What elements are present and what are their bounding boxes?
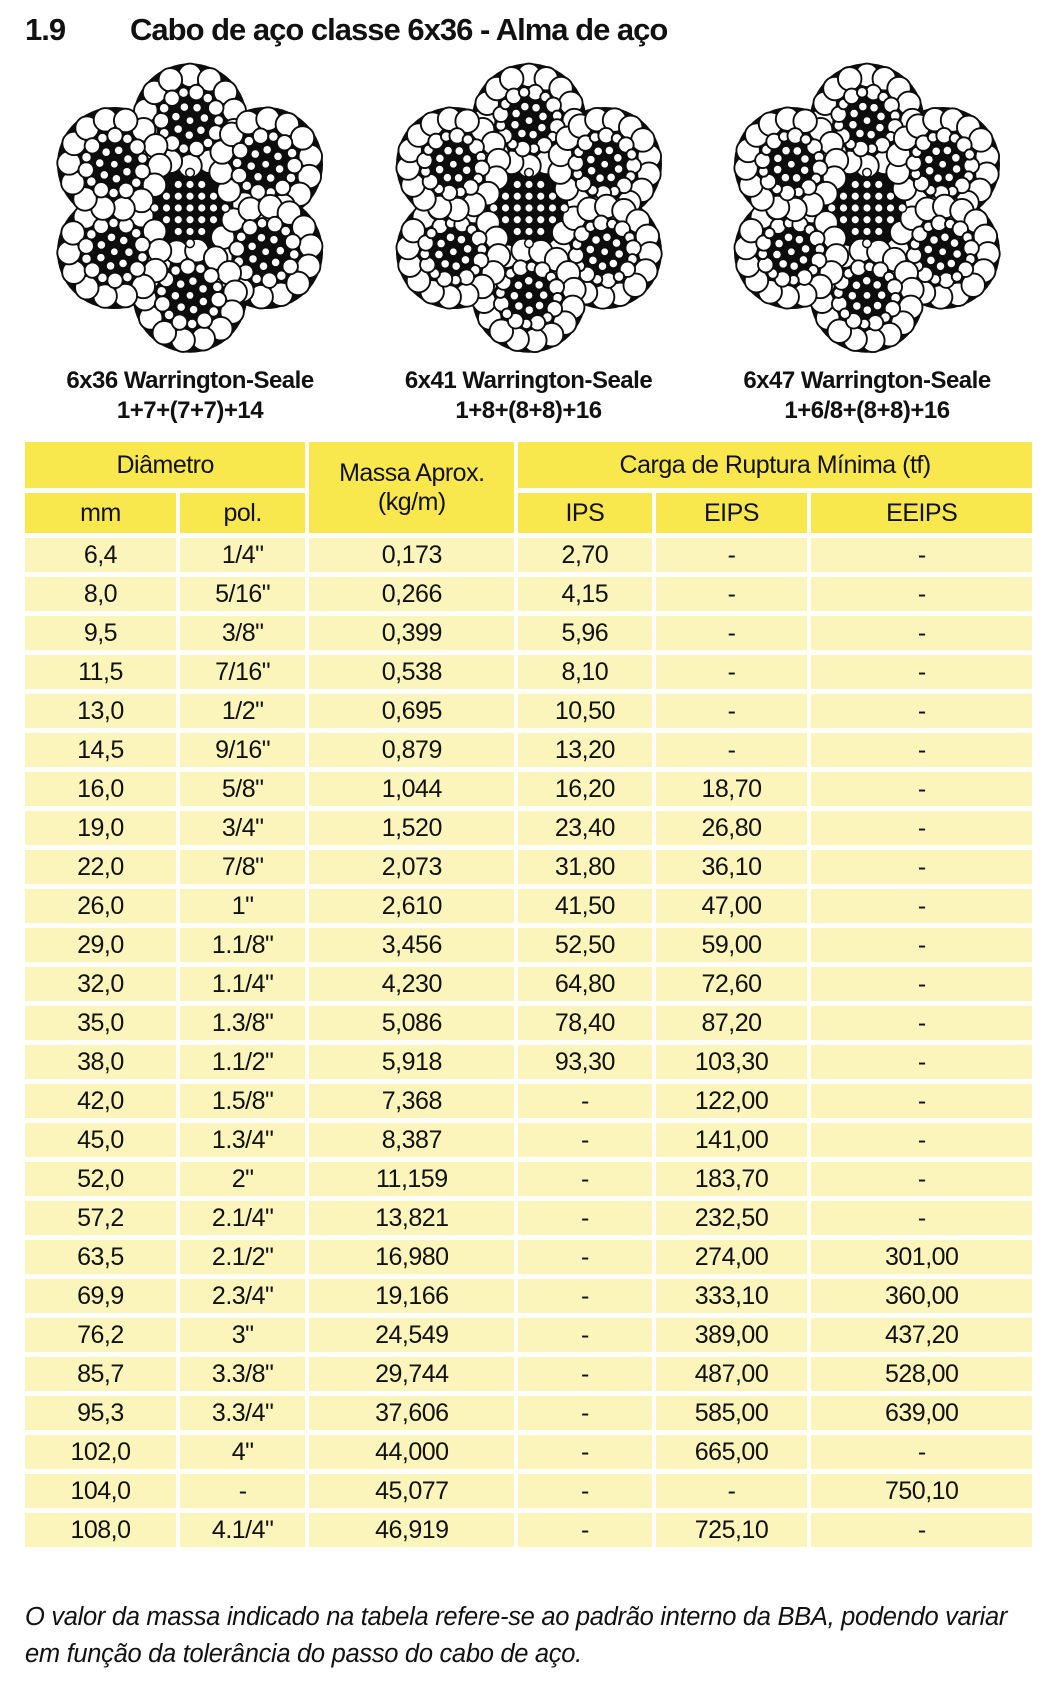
table-cell: - [656,733,808,767]
table-cell: - [811,1084,1032,1118]
table-cell: 13,821 [309,1201,514,1235]
table-cell: - [518,1357,651,1391]
table-cell: 0,695 [309,694,514,728]
table-cell: - [180,1474,305,1508]
table-cell: 0,399 [309,616,514,650]
table-cell: 46,919 [309,1513,514,1547]
table-cell: 35,0 [25,1006,176,1040]
table-cell: 44,000 [309,1435,514,1469]
table-cell: 183,70 [656,1162,808,1196]
table-cell: 19,166 [309,1279,514,1313]
table-cell: 95,3 [25,1396,176,1430]
figure-caption [66,366,313,426]
table-cell: - [518,1240,651,1274]
table-cell: 1.3/8" [180,1006,305,1040]
table-cell: 301,00 [811,1240,1032,1274]
table-cell: 1/4" [180,538,305,572]
table-cell: 232,50 [656,1201,808,1235]
specs-table [25,442,1032,1547]
massa-label-line1: Massa Aprox. [339,458,485,487]
table-cell: 16,0 [25,772,176,806]
table-cell: 59,00 [656,928,808,962]
table-cell: 57,2 [25,1201,176,1235]
table-cell: 5,918 [309,1045,514,1079]
table-cell: 16,980 [309,1240,514,1274]
table-cell: 37,606 [309,1396,514,1430]
table-cell: 2" [180,1162,305,1196]
table-cell: 9/16" [180,733,305,767]
footer-note: O valor da massa indicado na tabela refere-se ao padrão interno da BBA, podendo variar em função da tolerância do passo do cabo de aço. [25,1603,1008,1668]
table-cell: - [518,1435,651,1469]
col-header-eips: EIPS [656,493,808,533]
table-cell: 87,20 [656,1006,808,1040]
wire-rope-cross-section-icon [388,62,670,354]
table-cell: 104,0 [25,1474,176,1508]
table-cell: 23,40 [518,811,651,845]
page-title: Cabo de aço classe 6x36 - Alma de aço [130,12,668,47]
table-cell: 69,9 [25,1279,176,1313]
table-cell: 5,96 [518,616,651,650]
table-cell: 0,266 [309,577,514,611]
wire-rope-cross-section-icon [726,62,1008,354]
table-cell: - [518,1123,651,1157]
table-cell: 4.1/4" [180,1513,305,1547]
table-cell: 76,2 [25,1318,176,1352]
figure-6x41 [369,62,689,426]
table-cell: 5,086 [309,1006,514,1040]
table-cell: 52,0 [25,1162,176,1196]
table-cell: 78,40 [518,1006,651,1040]
table-cell: 31,80 [518,850,651,884]
table-cell: 389,00 [656,1318,808,1352]
table-cell: - [656,577,808,611]
table-cell: 3/4" [180,811,305,845]
table-cell: 26,80 [656,811,808,845]
table-cell: 72,60 [656,967,808,1001]
rope-name: 6x41 Warrington-Seale [404,367,653,394]
table-cell: 1" [180,889,305,923]
table-cell: 9,5 [25,616,176,650]
rope-figures [25,62,1032,426]
table-cell: 4,230 [309,967,514,1001]
table-cell: - [811,850,1032,884]
table-cell: 103,30 [656,1045,808,1079]
rope-name: 6x36 Warrington-Seale [66,367,314,394]
table-cell: 5/8" [180,772,305,806]
table-cell: - [518,1201,651,1235]
table-cell: 141,00 [656,1123,808,1157]
wire-rope-cross-section-icon [49,62,331,354]
table-cell: 11,159 [309,1162,514,1196]
table-cell: 45,0 [25,1123,176,1157]
table-cell: 1/2" [180,694,305,728]
figure-6x47 [707,62,1027,426]
table-cell: - [656,655,808,689]
table-cell: 725,10 [656,1513,808,1547]
table-cell: - [811,1435,1032,1469]
col-header-diametro: Diâmetro [25,442,305,488]
table-cell: 122,00 [656,1084,808,1118]
table-cell: - [656,1474,808,1508]
col-header-massa [309,442,514,533]
rope-formula: 1+7+(7+7)+14 [116,397,264,424]
table-cell: - [811,1513,1032,1547]
table-cell: - [811,811,1032,845]
table-cell: 16,20 [518,772,651,806]
figure-caption [743,366,990,426]
table-cell: 8,0 [25,577,176,611]
table-cell: 14,5 [25,733,176,767]
table-cell: 1.1/8" [180,928,305,962]
table-cell: 108,0 [25,1513,176,1547]
table-cell: 45,077 [309,1474,514,1508]
rope-formula: 1+8+(8+8)+16 [455,397,602,424]
table-cell: - [656,616,808,650]
table-cell: - [811,889,1032,923]
table-cell: - [656,538,808,572]
table-cell: - [811,1201,1032,1235]
table-cell: 0,879 [309,733,514,767]
table-cell: 437,20 [811,1318,1032,1352]
table-cell: 38,0 [25,1045,176,1079]
table-cell: 41,50 [518,889,651,923]
table-cell: - [811,772,1032,806]
table-cell: 487,00 [656,1357,808,1391]
table-cell: 11,5 [25,655,176,689]
table-cell: - [811,694,1032,728]
rope-name: 6x47 Warrington-Seale [743,367,991,394]
col-header-mm: mm [25,493,176,533]
table-cell: 639,00 [811,1396,1032,1430]
col-header-eeips: EEIPS [811,493,1032,533]
table-cell: - [811,1045,1032,1079]
table-cell: 2,073 [309,850,514,884]
table-cell: 47,00 [656,889,808,923]
table-cell: 2.3/4" [180,1279,305,1313]
table-cell: 3.3/8" [180,1357,305,1391]
table-cell: - [518,1318,651,1352]
table-cell: 6,4 [25,538,176,572]
table-cell: 1.1/4" [180,967,305,1001]
table-cell: 5/16" [180,577,305,611]
table-cell: 4,15 [518,577,651,611]
table-cell: 3.3/4" [180,1396,305,1430]
table-cell: - [811,928,1032,962]
table-cell: 13,20 [518,733,651,767]
col-header-pol: pol. [180,493,305,533]
table-cell: 2,70 [518,538,651,572]
table-cell: 333,10 [656,1279,808,1313]
table-cell: 10,50 [518,694,651,728]
table-cell: - [518,1396,651,1430]
table-cell: 1,520 [309,811,514,845]
table-cell: 63,5 [25,1240,176,1274]
table-cell: 2.1/4" [180,1201,305,1235]
table-cell: 42,0 [25,1084,176,1118]
table-cell: 360,00 [811,1279,1032,1313]
table-cell: 36,10 [656,850,808,884]
table-cell: - [811,616,1032,650]
table-cell: 274,00 [656,1240,808,1274]
table-cell: - [811,1162,1032,1196]
table-cell: 528,00 [811,1357,1032,1391]
table-cell: 19,0 [25,811,176,845]
table-cell: 665,00 [656,1435,808,1469]
table-cell: 1.1/2" [180,1045,305,1079]
table-cell: - [518,1279,651,1313]
table-cell: - [656,694,808,728]
table-cell: 2.1/2" [180,1240,305,1274]
massa-label-line2: (kg/m) [377,487,446,516]
table-cell: - [518,1162,651,1196]
table-cell: 1.3/4" [180,1123,305,1157]
table-cell: 8,10 [518,655,651,689]
table-cell: 22,0 [25,850,176,884]
table-cell: 24,549 [309,1318,514,1352]
table-cell: 93,30 [518,1045,651,1079]
table-cell: - [811,1006,1032,1040]
table-cell: 32,0 [25,967,176,1001]
table-cell: 26,0 [25,889,176,923]
col-header-ips: IPS [518,493,651,533]
table-cell: 3,456 [309,928,514,962]
table-cell: 29,744 [309,1357,514,1391]
rope-formula: 1+6/8+(8+8)+16 [784,397,950,424]
table-cell: 585,00 [656,1396,808,1430]
table-cell: 102,0 [25,1435,176,1469]
table-cell: 4" [180,1435,305,1469]
table-cell: - [811,967,1032,1001]
table-cell: 13,0 [25,694,176,728]
table-cell: 3" [180,1318,305,1352]
table-cell: 7/16" [180,655,305,689]
table-cell: - [811,1123,1032,1157]
table-cell: 0,173 [309,538,514,572]
table-cell: 7/8" [180,850,305,884]
table-cell: 1.5/8" [180,1084,305,1118]
table-cell: 29,0 [25,928,176,962]
table-cell: 2,610 [309,889,514,923]
table-cell: 8,387 [309,1123,514,1157]
table-cell: 52,50 [518,928,651,962]
table-cell: 750,10 [811,1474,1032,1508]
table-cell: 1,044 [309,772,514,806]
table-cell: - [518,1084,651,1118]
table-cell: - [811,733,1032,767]
table-cell: - [811,577,1032,611]
table-cell: 85,7 [25,1357,176,1391]
table-cell: - [518,1474,651,1508]
table-cell: 3/8" [180,616,305,650]
table-cell: 64,80 [518,967,651,1001]
figure-6x36 [30,62,350,426]
table-cell: - [518,1513,651,1547]
table-cell: - [811,655,1032,689]
table-cell: 0,538 [309,655,514,689]
col-header-carga: Carga de Ruptura Mínima (tf) [518,442,1032,488]
section-number: 1.9 [25,12,66,47]
table-cell: 18,70 [656,772,808,806]
table-cell: - [811,538,1032,572]
table-cell: 7,368 [309,1084,514,1118]
figure-caption [405,366,652,426]
page-heading [25,12,1032,48]
